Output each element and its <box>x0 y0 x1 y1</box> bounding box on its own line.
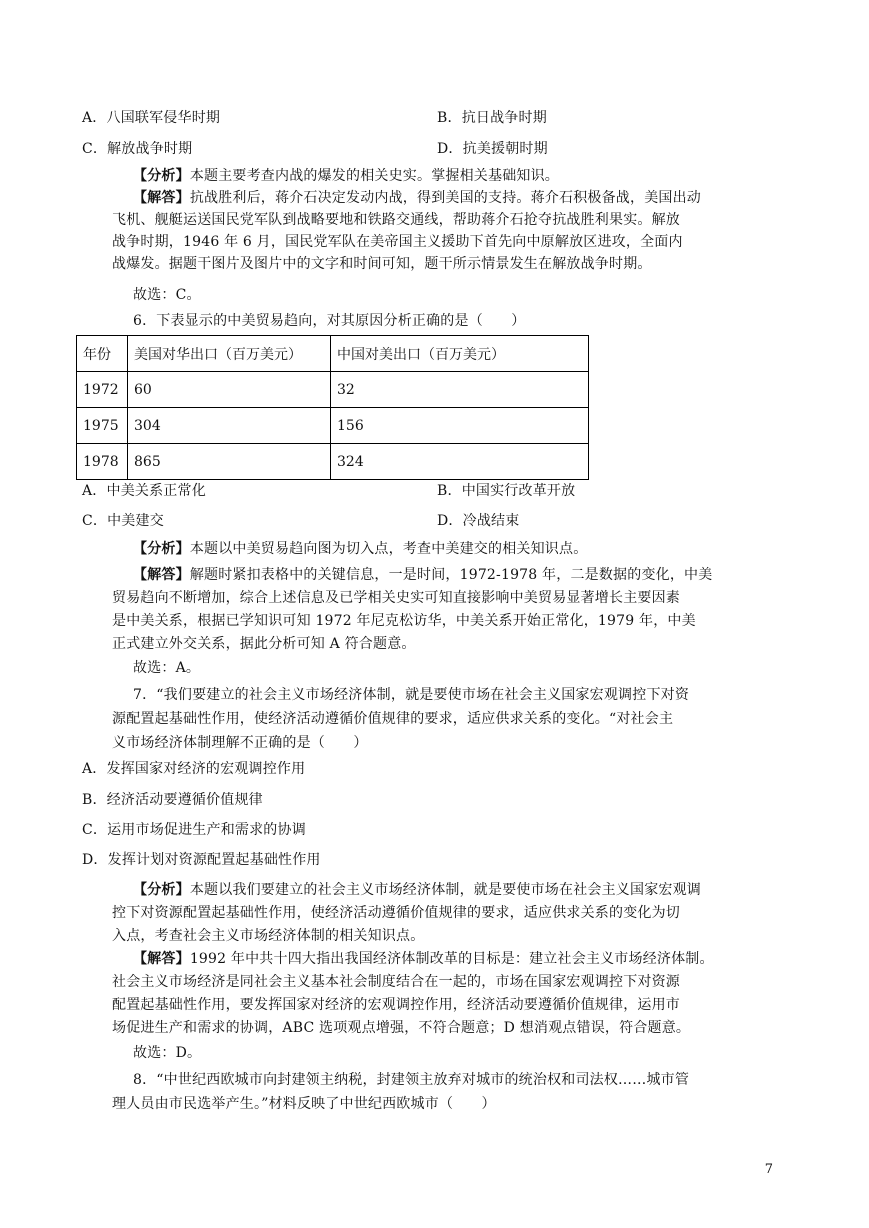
q7-analysis-line-3: 入点，考查社会主义市场经济体制的相关知识点。 <box>112 928 425 944</box>
q5-option-c[interactable]: C．解放战争时期 <box>82 141 193 157</box>
q7-answer-line-3: 配置起基础性作用，要发挥国家对经济的宏观调控作用，经济活动要遵循价值规律，运用市 <box>112 997 680 1013</box>
q6-choice: 故选：A。 <box>133 660 201 676</box>
q6-option-d[interactable]: D．冷战结束 <box>437 513 520 529</box>
table-cell: 304 <box>128 408 331 444</box>
analysis-tag: 【分析】 <box>133 541 190 557</box>
q7-option-c[interactable]: C．运用市场促进生产和需求的协调 <box>82 822 306 838</box>
q7-answer-line-2: 社会主义市场经济是同社会主义基本社会制度结合在一起的，市场在国家宏观调控下对资源 <box>112 974 680 990</box>
q7-option-d[interactable]: D．发挥计划对资源配置起基础性作用 <box>82 852 321 868</box>
q7-option-a[interactable]: A．发挥国家对经济的宏观调控作用 <box>82 761 306 777</box>
table-cell: 324 <box>331 444 589 480</box>
q6-answer-line-4: 正式建立外交关系，据此分析可知 A 符合题意。 <box>112 636 416 652</box>
table-header-cell: 中国对美出口（百万美元） <box>331 336 589 372</box>
answer-text: 解题时紧扣表格中的关键信息，一是时间，1972-1978 年，二是数据的变化，中美 <box>189 567 713 583</box>
table-cell: 865 <box>128 444 331 480</box>
table-cell: 60 <box>128 372 331 408</box>
q5-analysis <box>133 166 559 186</box>
q6-option-b[interactable]: B．中国实行改革开放 <box>437 483 576 499</box>
q5-answer-line-4: 战爆发。据题干图片及图片中的文字和时间可知，题干所示情景发生在解放战争时期。 <box>112 256 652 272</box>
table-row <box>77 372 589 408</box>
q6-option-a[interactable]: A．中美关系正常化 <box>82 483 206 499</box>
answer-tag: 【解答】 <box>133 951 190 967</box>
q6-analysis <box>133 539 587 559</box>
q6-answer-line-1 <box>133 565 712 585</box>
table-header-cell: 美国对华出口（百万美元） <box>128 336 331 372</box>
q7-stem-line-3: 义市场经济体制理解不正确的是（ ） <box>112 735 368 751</box>
answer-text: 1992 年中共十四大指出我国经济体制改革的目标是：建立社会主义市场经济体制。 <box>189 951 714 967</box>
page-number: 7 <box>764 1162 773 1177</box>
q7-analysis-line-2: 控下对资源配置起基础性作用，使经济活动遵循价值规律的要求，适应供求关系的变化为切 <box>112 905 680 921</box>
table-cell: 1978 <box>77 444 128 480</box>
analysis-text: 本题以我们要建立的社会主义市场经济体制，就是要使市场在社会主义国家宏观调 <box>189 882 702 898</box>
q7-answer-line-1 <box>133 949 714 969</box>
answer-text: 抗战胜利后，蒋介石决定发动内战，得到美国的支持。蒋介石积极备战，美国出动 <box>189 190 702 206</box>
q5-option-a[interactable]: A．八国联军侵华时期 <box>82 110 221 126</box>
table-row <box>77 444 589 480</box>
q8-stem-line-1: 8．“中世纪西欧城市向封建领主纳税，封建领主放弃对城市的统治权和司法权……城市管 <box>133 1072 690 1088</box>
q6-stem: 6．下表显示的中美贸易趋向，对其原因分析正确的是（ ） <box>133 313 526 329</box>
q5-option-d[interactable]: D．抗美援朝时期 <box>437 141 548 157</box>
table-cell: 156 <box>331 408 589 444</box>
answer-tag: 【解答】 <box>133 567 190 583</box>
q8-stem-line-2: 理人员由市民选举产生。”材料反映了中世纪西欧城市（ ） <box>112 1096 496 1112</box>
q5-choice: 故选：C。 <box>133 287 201 303</box>
q5-option-b[interactable]: B．抗日战争时期 <box>437 110 547 126</box>
table-header-cell: 年份 <box>77 336 128 372</box>
answer-tag: 【解答】 <box>133 190 190 206</box>
q7-stem-line-1: 7．“我们要建立的社会主义市场经济体制，就是要使市场在社会主义国家宏观调控下对资 <box>133 687 690 703</box>
table-cell: 1975 <box>77 408 128 444</box>
q5-answer-line-3: 战争时期，1946 年 6 月，国民党军队在美帝国主义援助下首先向中原解放区进攻，全面内 <box>112 234 683 250</box>
q6-answer-line-2: 贸易趋向不断增加，综合上述信息及已学相关史实可知直接影响中美贸易显著增长主要因素 <box>112 590 680 606</box>
q7-answer-line-4: 场促进生产和需求的协调，ABC 选项观点增强，不符合题意；D 想消观点错误，符合题意。 <box>112 1020 691 1036</box>
q5-answer-line-2: 飞机、舰艇运送国民党军队到战略要地和铁路交通线，帮助蒋介石抢夺抗战胜利果实。解放 <box>112 212 680 228</box>
trade-table <box>76 335 589 480</box>
q7-analysis-line-1 <box>133 880 701 900</box>
table-cell: 1972 <box>77 372 128 408</box>
q7-choice: 故选：D。 <box>133 1045 202 1061</box>
q7-option-b[interactable]: B．经济活动要遵循价值规律 <box>82 792 263 808</box>
analysis-tag: 【分析】 <box>133 882 190 898</box>
table-header-row <box>77 336 589 372</box>
q6-answer-line-3: 是中美关系，根据已学知识可知 1972 年尼克松访华，中美关系开始正常化，1979 年，中美 <box>112 613 696 629</box>
q6-option-c[interactable]: C．中美建交 <box>82 513 164 529</box>
table-row <box>77 408 589 444</box>
q7-stem-line-2: 源配置起基础性作用，使经济活动遵循价值规律的要求，适应供求关系的变化。“对社会主 <box>112 711 674 727</box>
analysis-tag: 【分析】 <box>133 168 190 184</box>
analysis-text: 本题主要考查内战的爆发的相关史实。掌握相关基础知识。 <box>189 168 560 184</box>
q5-answer-line-1 <box>133 188 701 208</box>
analysis-text: 本题以中美贸易趋向图为切入点，考查中美建交的相关知识点。 <box>189 541 588 557</box>
table-cell: 32 <box>331 372 589 408</box>
